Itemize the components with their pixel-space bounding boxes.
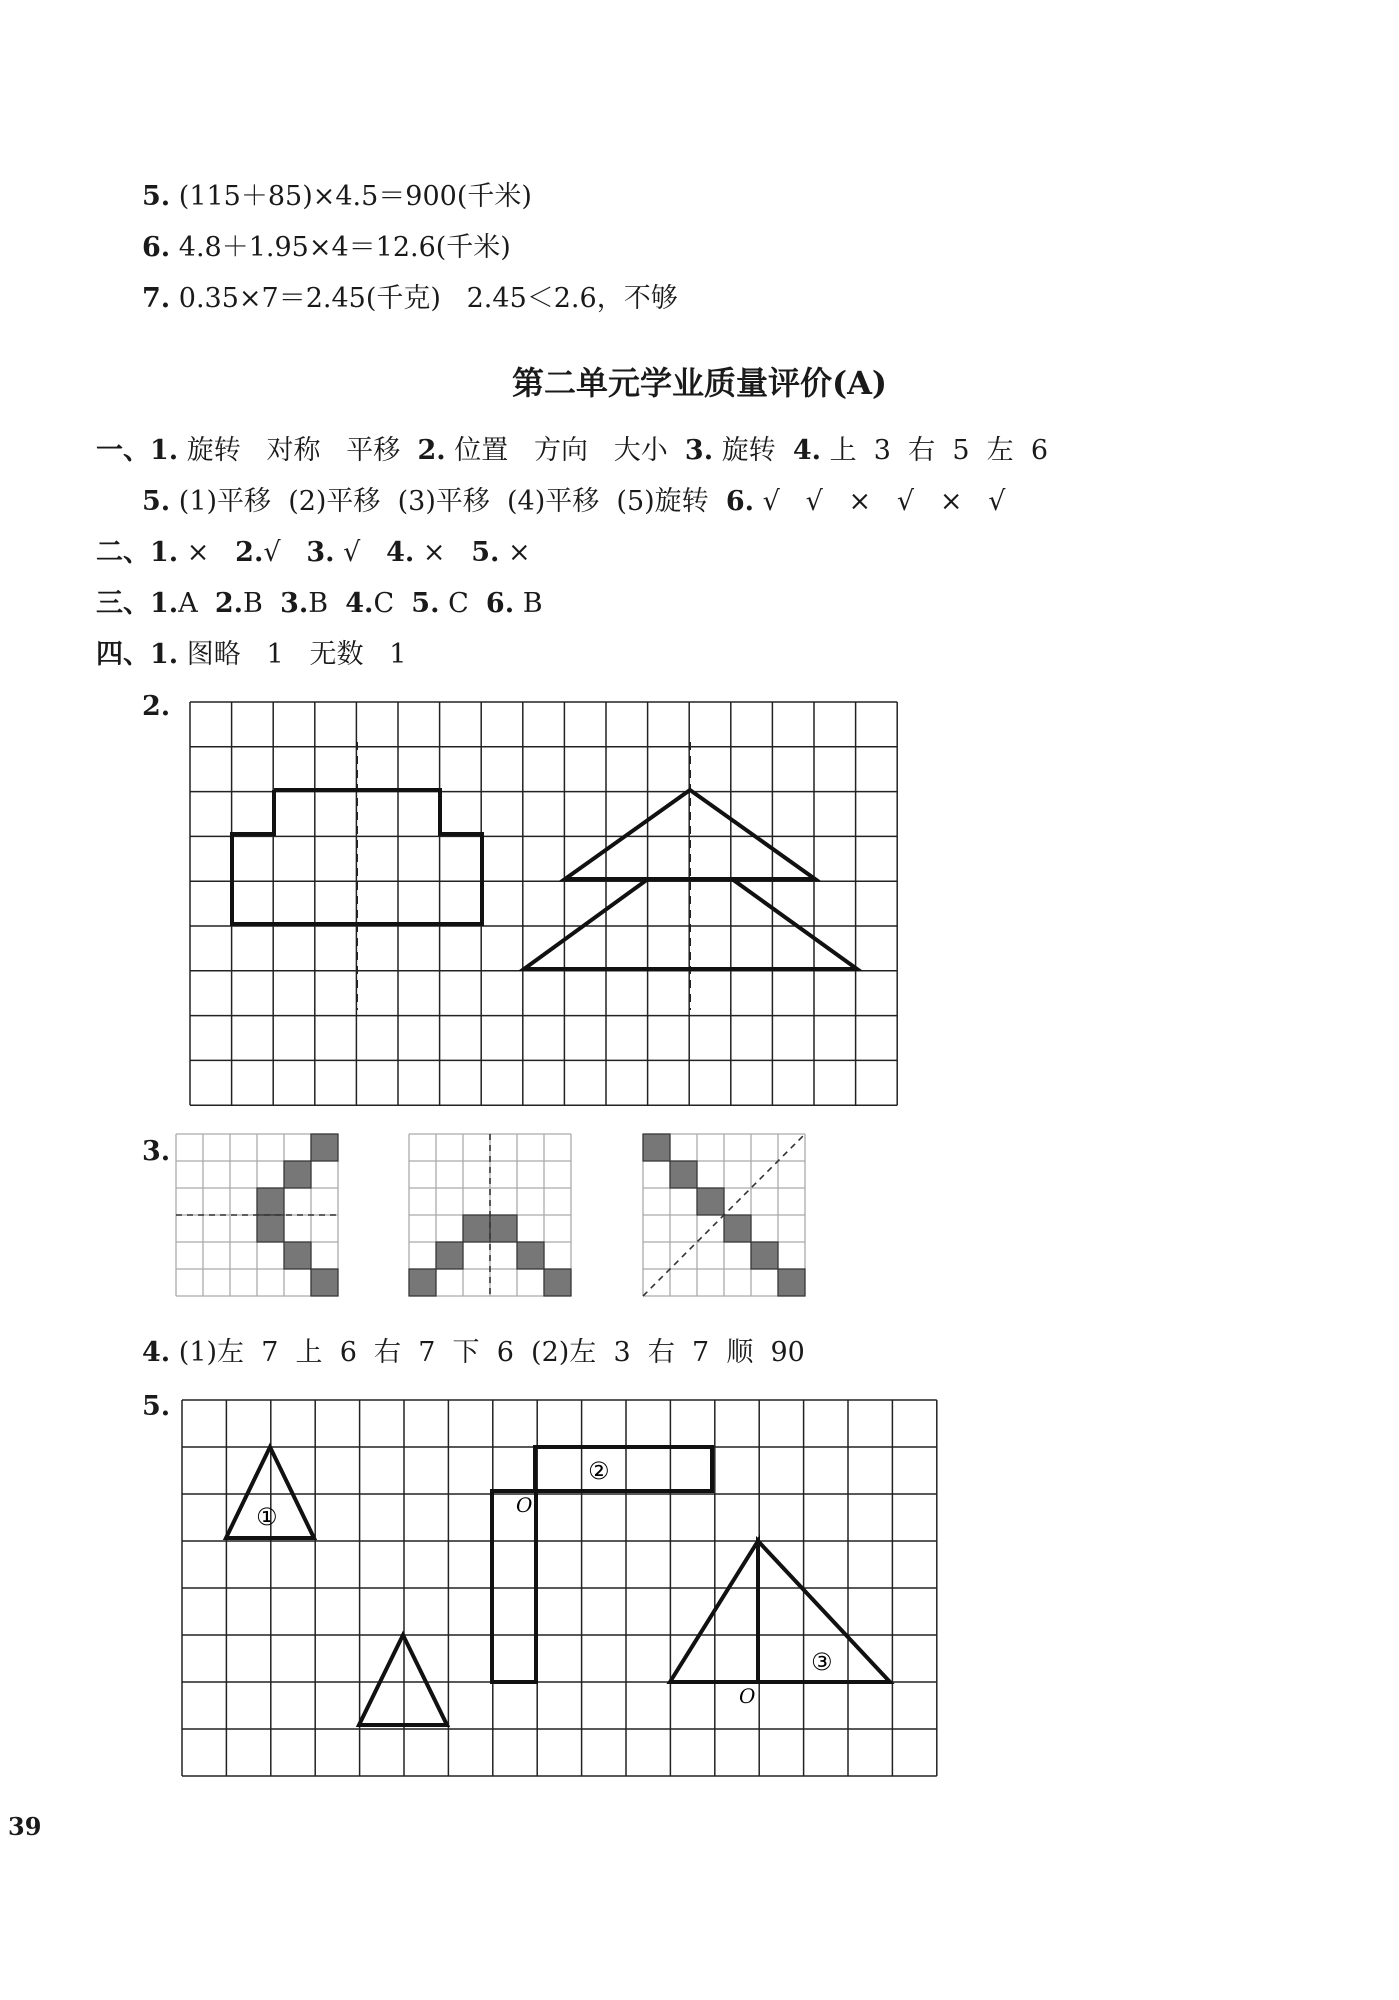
answer-text: √: [263, 537, 281, 568]
item-number: 6.: [142, 232, 171, 263]
label-3: ③: [811, 1648, 833, 1676]
section-label: 二、: [96, 537, 150, 568]
item-number: 5.: [411, 588, 440, 619]
point-o-label: O: [516, 1493, 533, 1517]
item-number: 3.: [306, 537, 335, 568]
answer-text: (115＋85)×4.5＝900(千米): [178, 181, 532, 212]
page-number: 39: [8, 1812, 42, 1841]
figure-3: [176, 1134, 805, 1296]
answer-text: (1)平移 (2)平移 (3)平移 (4)平移 (5)旋转: [178, 486, 709, 517]
rectangle-2-rotated: [492, 1491, 536, 1682]
item-number: 4.: [792, 435, 822, 466]
item-number: 2.: [235, 537, 264, 568]
answer-text: ×: [186, 537, 210, 568]
answer-text: √ √ × √ × √: [762, 486, 1006, 517]
answer-text: A: [178, 588, 198, 619]
answer-text: B: [522, 588, 543, 619]
answer-text: 0.35×7＝2.45(千克) 2.45＜2.6，不够: [178, 283, 678, 314]
item-number: 4.: [345, 588, 374, 619]
item-number: 1.: [150, 537, 179, 568]
item-2-number: 2.: [142, 691, 171, 722]
answer-text: (1)左 7 上 6 右 7 下 6 (2)左 3 右 7 顺 90: [178, 1337, 805, 1368]
item-number: 6.: [485, 588, 515, 619]
label-1: ①: [256, 1503, 278, 1531]
answer-text: 位置 方向 大小: [454, 435, 668, 466]
section-label: 一、: [96, 435, 150, 466]
answer-text: C: [373, 588, 395, 619]
figure-2: [190, 702, 897, 1105]
answer-text: ×: [422, 537, 446, 568]
answer-text: 旋转 对称 平移: [186, 435, 401, 466]
item-number: 1.: [150, 435, 179, 466]
item-number: 7.: [142, 283, 171, 314]
item-3-number: 3.: [142, 1136, 171, 1167]
section-title: 第二单元学业质量评价(A): [511, 364, 888, 402]
section-label: 四、: [96, 639, 150, 670]
answer-text: 旋转: [721, 435, 776, 466]
item-number: 2.: [417, 435, 446, 466]
triangle-1-translated: [359, 1635, 447, 1725]
point-o-label: O: [739, 1684, 756, 1708]
item-number: 6.: [725, 486, 755, 517]
answer-text: B: [308, 588, 329, 619]
item-number: 5.: [471, 537, 500, 568]
answer-text: ×: [508, 537, 531, 568]
section-label: 三、: [96, 588, 150, 619]
item-number: 4.: [142, 1337, 171, 1368]
triangle-3-rotated: [670, 1541, 758, 1682]
item-number: 2.: [214, 588, 244, 619]
grid-5: [182, 1400, 937, 1776]
item-number: 3.: [684, 435, 714, 466]
rectangle-2: [535, 1447, 712, 1491]
item-number: 5.: [142, 486, 171, 517]
item-number: 4.: [386, 537, 415, 568]
answer-text: 4.8＋1.95×4＝12.6(千米): [178, 232, 511, 263]
answer-text: C: [448, 588, 469, 619]
answer-text: B: [243, 588, 263, 619]
answer-text: √: [343, 537, 361, 568]
item-number: 1.: [150, 639, 179, 670]
label-2: ②: [588, 1457, 610, 1485]
item-number: 1.: [150, 588, 179, 619]
figure-5: [182, 1400, 937, 1776]
answer-text: 图略 1 无数 1: [186, 639, 407, 670]
item-5-number: 5.: [142, 1391, 171, 1422]
answer-text: 上 3 右 5 左 6: [829, 435, 1049, 466]
item-number: 3.: [280, 588, 309, 619]
item-number: 5.: [142, 181, 171, 212]
grid-2: [190, 702, 897, 1105]
